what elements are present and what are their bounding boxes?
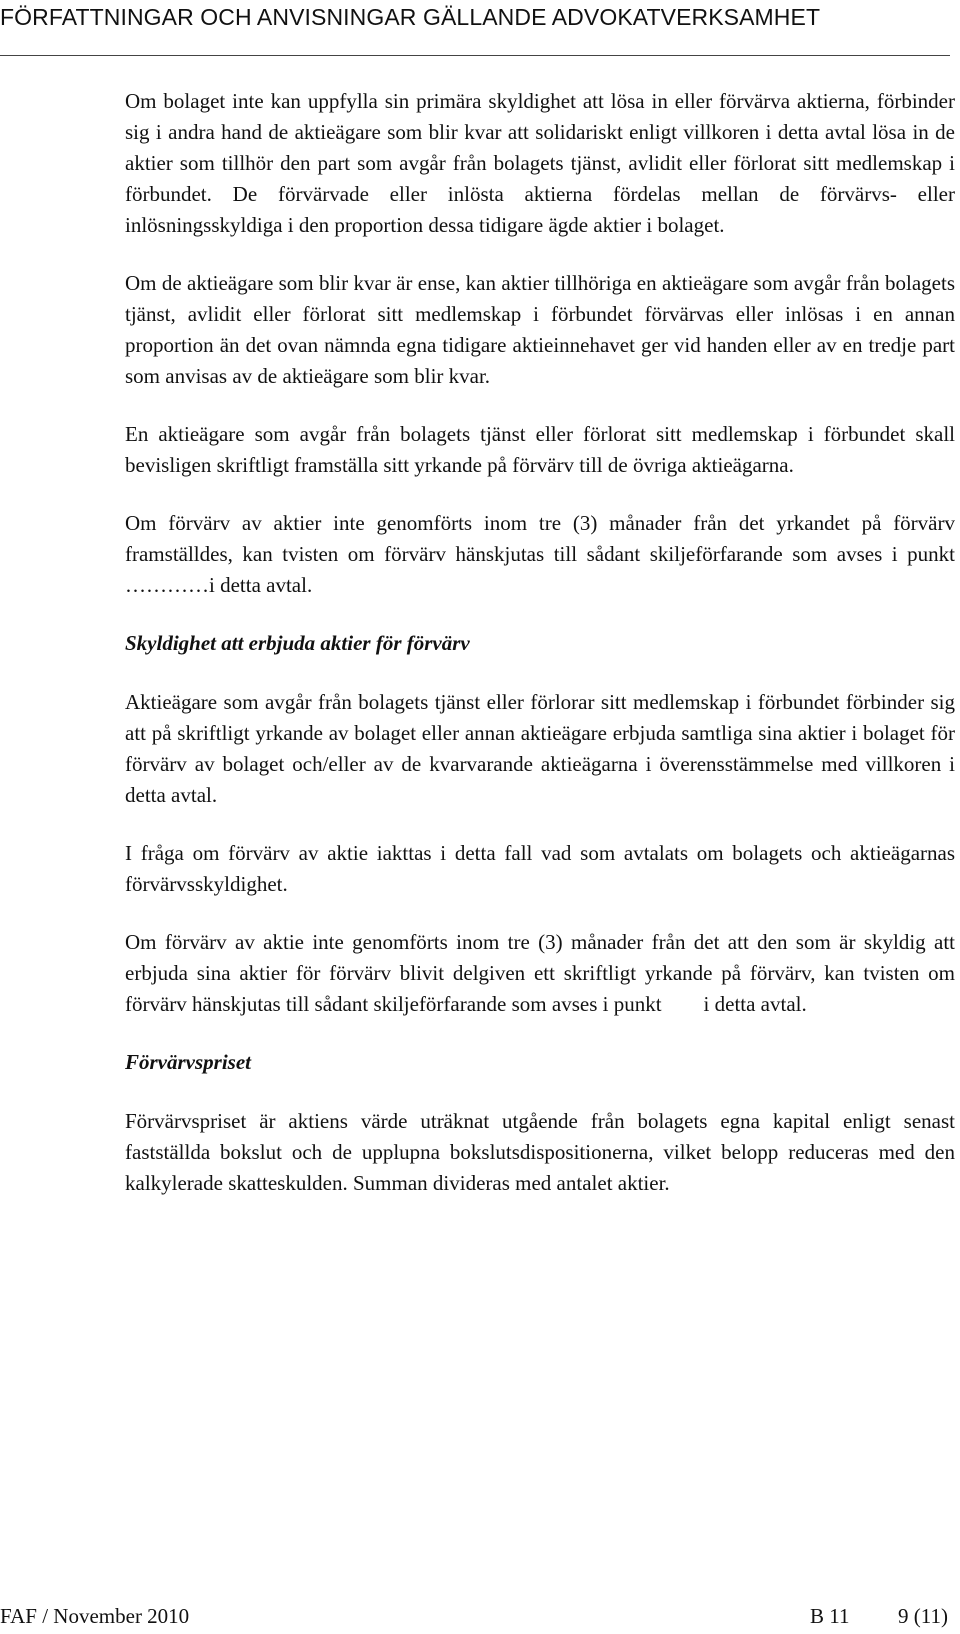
paragraph: Förvärvspriset är aktiens värde uträknat utgående från bolagets egna kapital enligt senast fastställda bokslut och de upplupna bokslutsdispositionerna, vilket belopp reduceras med den kalkylerade skatteskulden. Summan divideras med antalet aktier.	[125, 1109, 955, 1195]
paragraph: En aktieägare som avgår från bolagets tjänst eller förlorat sitt medlemskap i förbundet skall bevisligen skriftligt framställa sitt yrkande på förvärv till de övriga aktieägarna.	[125, 422, 955, 477]
paragraph: I fråga om förvärv av aktie iakttas i detta fall vad som avtalats om bolagets och aktieägarnas förvärvsskyldighet.	[125, 841, 955, 896]
page-footer	[0, 1604, 960, 1634]
paragraph: Om de aktieägare som blir kvar är ense, kan aktier tillhöriga en aktieägare som avgår från bolagets tjänst, avlidit eller förlorat sitt medlemskap i förbundet förvärvas eller inlösas i en annan proportion än det ovan nämnda egna tidigare aktieinnehavet ger vid handen eller av en tredje part som anvisas av de aktieägare som blir kvar.	[125, 271, 955, 388]
page-header: FÖRFATTNINGAR OCH ANVISNINGAR GÄLLANDE ADVOKATVERKSAMHET	[0, 4, 821, 30]
footer-publication: FAF / November 2010	[0, 1604, 190, 1628]
paragraph: Om förvärv av aktie inte genomförts inom tre (3) månader från det att den som är skyldig att erbjuda sina aktier för förvärv blivit delgiven ett skriftligt yrkande på förvärv, kan tvisten om förvärv hänskjutas till sådant skiljeförfarande som avses i punkt i detta avtal.	[125, 930, 960, 1016]
footer-section-code: B 11	[810, 1604, 850, 1628]
paragraph: Om förvärv av aktier inte genomförts inom tre (3) månader från det yrkandet på förvärv framställdes, kan tvisten om förvärv hänskjutas till sådant skiljeförfarande som avses i punkt …………i detta avtal.	[125, 511, 955, 597]
footer-page-number: 9 (11)	[898, 1604, 948, 1628]
section-heading: Skyldighet att erbjuda aktier för förvärv	[125, 631, 470, 655]
section-heading: Förvärvspriset	[125, 1050, 251, 1074]
paragraph: Om bolaget inte kan uppfylla sin primära skyldighet att lösa in eller förvärva aktierna, förbinder sig i andra hand de aktieägare som blir kvar att solidariskt enligt villkoren i detta avtal lösa in de aktier som tillhör den part som avgår från bolagets tjänst, avlidit eller förlorat sitt medlemskap i förbundet. De förvärvade eller inlösta aktierna fördelas mellan de förvärvs- eller inlösningsskyldiga i den proportion dessa tidigare ägde aktier i bolaget.	[125, 89, 955, 237]
paragraph: Aktieägare som avgår från bolagets tjänst eller förlorar sitt medlemskap i förbundet förbinder sig att på skriftligt yrkande av bolaget eller annan aktieägare erbjuda samtliga sina aktier i bolaget för förvärv av bolaget och/eller av de kvarvarande aktieägarna i överensstämmelse med villkoren i detta avtal.	[125, 690, 955, 807]
header-rule	[0, 55, 950, 56]
document-body	[125, 86, 960, 1226]
